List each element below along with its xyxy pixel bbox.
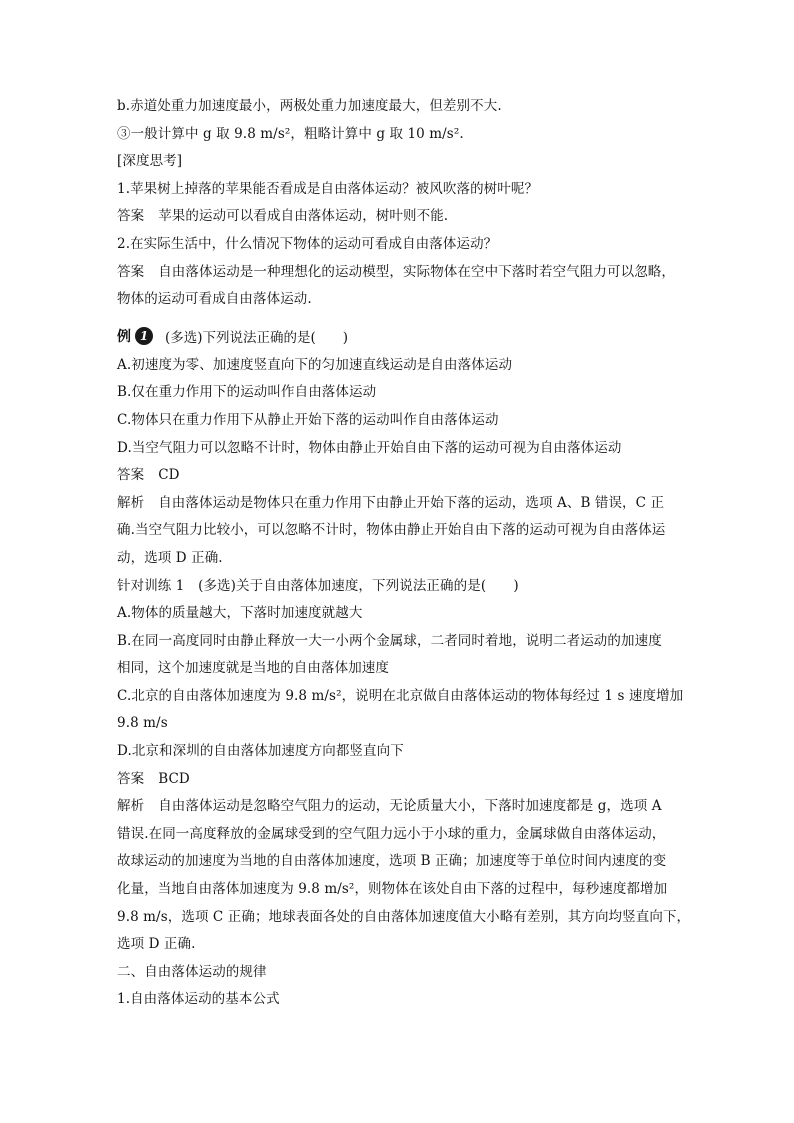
answer-label: 答案 [117,263,145,280]
text-line: ③一般计算中 g 取 9.8 m/s²，粗略计算中 g 取 10 m/s². [117,125,464,142]
option-d: D.当空气阻力可以忽略不计时，物体由静止开始自由下落的运动可视为自由落体运动 [117,439,622,456]
example-stem: (多选)下列说法正确的是( ) [165,329,349,346]
option-c-continuation: 9.8 m/s [117,715,168,732]
question-line: 1.苹果树上掉落的苹果能否看成是自由落体运动？被风吹落的树叶呢？ [117,180,539,197]
answer-value: CD [158,467,180,484]
text-line: b.赤道处重力加速度最小，两极处重力加速度最大，但差别不大. [117,98,502,114]
answer-line [117,203,677,231]
example-header [117,320,677,352]
answer-line [117,259,677,287]
analysis-line: 错误.在同一高度释放的金属球受到的空气阻力远小于小球的重力，金属球做自由落体运动， [117,825,666,842]
answer-line [117,766,677,794]
option-b-continuation: 相同，这个加速度就是当地的自由落体加速度 [117,660,389,677]
analysis-label: 解析 [117,494,145,511]
option-a: A.初速度为零、加速度竖直向下的匀加速直线运动是自由落体运动 [117,356,513,373]
analysis-line: 确.当空气阻力比较小，可以忽略不计时，物体由静止开始自由下落的运动可视为自由落体运 [117,522,666,539]
analysis-line: 化量，当地自由落体加速度为 9.8 m/s²，则物体在该处自由下落的过程中，每秒速度都增加 [117,881,668,898]
answer-label: 答案 [117,770,145,787]
example-number-icon: 1 [135,327,153,345]
analysis-text: 自由落体运动是忽略空气阻力的运动，无论质量大小，下落时加速度都是 g，选项 A [158,798,662,815]
analysis-line [117,793,677,821]
answer-continuation: 物体的运动可看成自由落体运动. [117,291,312,308]
analysis-label: 解析 [117,798,145,815]
section-heading: 二、自由落体运动的规律 [117,963,267,980]
analysis-line [117,490,677,518]
option-d: D.北京和深圳的自由落体加速度方向都竖直向下 [117,743,404,760]
answer-label: 答案 [117,467,145,484]
option-b: B.在同一高度同时由静止释放一大一小两个金属球，二者同时着地，说明二者运动的加速度 [117,632,662,649]
section-tag: [深度思考] [117,153,183,170]
analysis-line: 9.8 m/s，选项 C 正确；地球表面各处的自由落体加速度值大小略有差别，其方向均竖直向下， [117,908,691,925]
analysis-line: 动，选项 D 正确. [117,549,223,566]
answer-text: 自由落体运动是一种理想化的运动模型，实际物体在空中下落时若空气阻力可以忽略， [158,263,676,280]
option-a: A.物体的质量越大，下落时加速度就越大 [117,605,363,622]
analysis-line: 故球运动的加速度为当地的自由落体加速度，选项 B 正确；加速度等于单位时间内速度的变 [117,853,667,870]
option-b: B.仅在重力作用下的运动叫作自由落体运动 [117,384,377,401]
analysis-text: 自由落体运动是物体只在重力作用下由静止开始下落的运动，选项 A、B 错误，C 正 [158,494,665,511]
question-line: 2.在实际生活中，什么情况下物体的运动可看成自由落体运动？ [117,235,498,252]
answer-text: 苹果的运动可以看成自由落体运动，树叶则不能. [158,208,449,225]
analysis-line: 选项 D 正确. [117,936,196,953]
option-c: C.物体只在重力作用下从静止开始下落的运动叫作自由落体运动 [117,411,499,428]
example-tag: 例 [117,328,131,345]
training-stem: 针对训练 1 (多选)关于自由落体加速度，下列说法正确的是( ) [117,577,519,594]
document-page [117,93,691,1014]
answer-line [117,462,677,490]
answer-label: 答案 [117,208,145,225]
subsection-heading: 1.自由落体运动的基本公式 [117,991,280,1008]
answer-value: BCD [158,770,190,787]
option-c: C.北京的自由落体加速度为 9.8 m/s²，说明在北京做自由落体运动的物体每经过 1 s 速度增加 [117,687,684,704]
